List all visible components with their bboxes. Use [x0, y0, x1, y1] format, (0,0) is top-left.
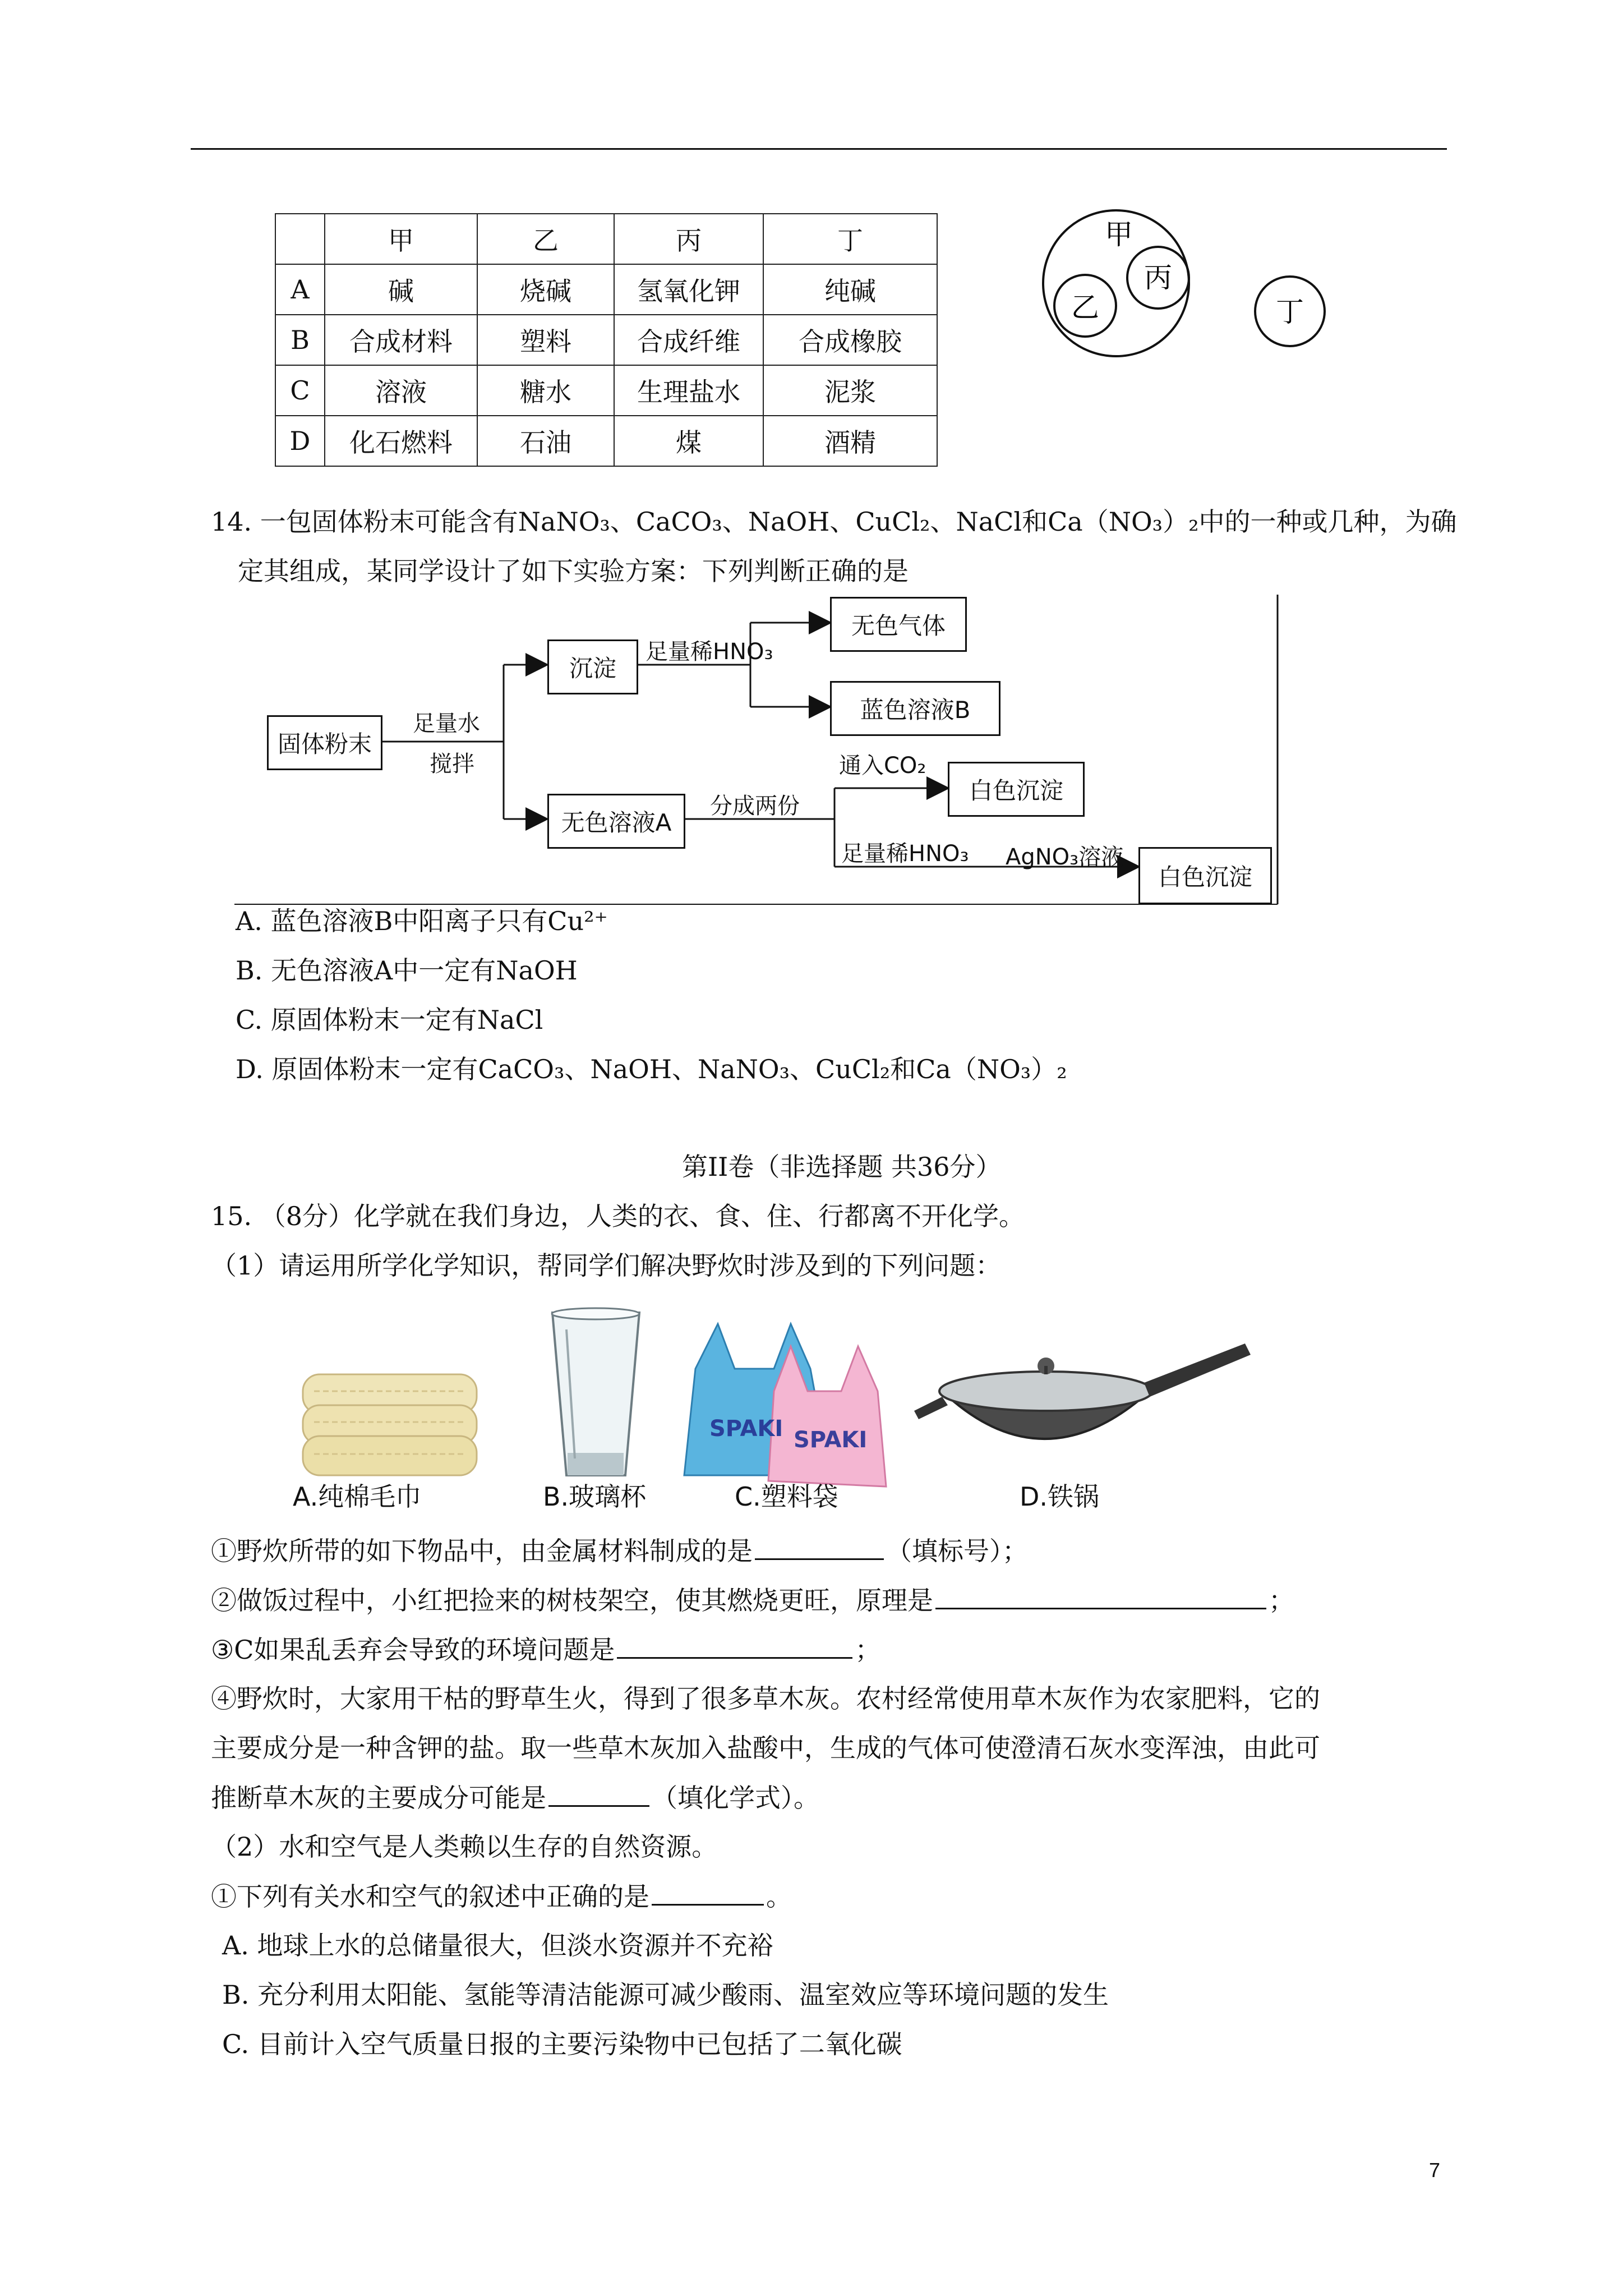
q15-part2: （2）水和空气是人类赖以生存的自然资源。 — [211, 1832, 718, 1862]
q15-s1-tail: （填标号）； — [886, 1536, 1028, 1566]
venn-label-jia: 甲 — [1105, 218, 1133, 251]
q15-s1 — [211, 1534, 1028, 1568]
flow-label-acid2: 足量稀HNO₃ — [841, 841, 969, 867]
table-cell: 丙 — [614, 214, 763, 264]
q15-p2-text: ①下列有关水和空气的叙述中正确的是 — [211, 1881, 649, 1912]
glass-image — [552, 1308, 639, 1475]
q15-s2-tail: ； — [1269, 1585, 1294, 1616]
q15-p2-option-b: B. 充分利用太阳能、氢能等清洁能源可减少酸雨、温室效应等环境问题的发生 — [222, 1980, 1109, 2010]
q14-option-a: A. 蓝色溶液B中阳离子只有Cu²⁺ — [236, 906, 608, 936]
flow-box-gas: 无色气体 — [830, 597, 967, 652]
flow-box-start: 固体粉末 — [267, 715, 382, 770]
towel-image — [303, 1374, 477, 1475]
q15-s4-line2: 主要成分是一种含钾的盐。取一些草木灰加入盐酸中，生成的气体可使澄清石灰水变浑浊，由此可 — [211, 1733, 1320, 1763]
q14-line2: 定其组成，某同学设计了如下实验方案：下列判断正确的是 — [238, 556, 909, 586]
table-cell — [275, 214, 325, 264]
q15-part1: （1）请运用所学化学知识，帮同学们解决野炊时涉及到的下列问题： — [211, 1250, 1002, 1281]
caption-towel: A.纯棉毛巾 — [293, 1481, 422, 1512]
table-cell: 甲 — [325, 214, 477, 264]
table-cell: 合成纤维 — [614, 315, 763, 365]
q15-s3-tail: ； — [855, 1635, 881, 1665]
table-cell: 合成橡胶 — [763, 315, 937, 365]
table-row — [275, 365, 937, 416]
plastic-bag-image — [684, 1324, 886, 1487]
table-cell: 乙 — [477, 214, 614, 264]
table-cell: 烧碱 — [477, 264, 614, 315]
table-cell: A — [275, 264, 325, 315]
q15-s2-text: ②做饭过程中，小红把捡来的树枝架空，使其燃烧更旺，原理是 — [211, 1585, 933, 1616]
flow-box-solution-a: 无色溶液A — [547, 794, 685, 849]
items-illustration — [292, 1307, 1256, 1498]
q15-s2 — [211, 1583, 1294, 1617]
venn-label-bing: 丙 — [1144, 261, 1172, 294]
table-cell: 塑料 — [477, 315, 614, 365]
flow-label-agno3: AgNO₃溶液 — [1006, 844, 1124, 870]
bag-text-1: SPAKI — [709, 1416, 783, 1442]
answer-blank[interactable] — [755, 1534, 884, 1560]
q15-p2-option-c: C. 目前计入空气质量日报的主要污染物中已包括了二氧化碳 — [222, 2029, 902, 2059]
flow-box-white-precipitate-2: 白色沉淀 — [1138, 847, 1272, 904]
table-cell: 糖水 — [477, 365, 614, 416]
table-cell: 氢氧化钾 — [614, 264, 763, 315]
q15-s4-text: 推断草木灰的主要成分可能是 — [211, 1783, 546, 1813]
table-cell: 合成材料 — [325, 315, 477, 365]
table-cell: 煤 — [614, 416, 763, 466]
header-rule — [191, 148, 1447, 150]
venn-label-ding: 丁 — [1276, 296, 1304, 328]
bag-text-2: SPAKI — [794, 1427, 868, 1453]
q15-p2-option-a: A. 地球上水的总储量很大，但淡水资源并不充裕 — [222, 1930, 773, 1961]
flow-label-split: 分成两份 — [710, 793, 800, 819]
table-row — [275, 416, 937, 466]
q15-s3-text: ③C如果乱丢弃会导致的环境问题是 — [211, 1635, 615, 1665]
q14-option-d: D. 原固体粉末一定有CaCO₃、NaOH、NaNO₃、CuCl₂和Ca（NO₃）₂ — [236, 1054, 1067, 1084]
q15-s1-text: ①野炊所带的如下物品中，由金属材料制成的是 — [211, 1536, 753, 1566]
venn-diagram — [1021, 202, 1368, 370]
flow-label-stir: 搅拌 — [430, 751, 474, 777]
table-cell: 化石燃料 — [325, 416, 477, 466]
answer-blank[interactable] — [617, 1632, 852, 1659]
flow-box-white-precipitate-1: 白色沉淀 — [948, 762, 1085, 817]
options-table — [275, 213, 938, 467]
flow-label-water: 足量水 — [413, 711, 480, 737]
table-cell: 丁 — [763, 214, 937, 264]
table-cell: 生理盐水 — [614, 365, 763, 416]
flow-box-blue-solution: 蓝色溶液B — [830, 681, 1000, 736]
flow-label-acid: 足量稀HNO₃ — [645, 639, 773, 665]
table-cell: 纯碱 — [763, 264, 937, 315]
flowchart — [234, 595, 1283, 909]
q15-s3 — [211, 1632, 880, 1667]
q14-option-c: C. 原固体粉末一定有NaCl — [236, 1005, 543, 1035]
caption-glass: B.玻璃杯 — [543, 1481, 647, 1512]
q15-title: 15. （8分）化学就在我们身边，人类的衣、食、住、行都离不开化学。 — [211, 1201, 1025, 1231]
venn-label-yi: 乙 — [1071, 291, 1099, 324]
q15-s4-line3 — [211, 1780, 819, 1815]
answer-blank[interactable] — [935, 1583, 1266, 1609]
table-cell: 石油 — [477, 416, 614, 466]
table-row — [275, 264, 937, 315]
caption-wok: D.铁锅 — [1020, 1481, 1100, 1512]
table-cell: 泥浆 — [763, 365, 937, 416]
wok-image — [914, 1343, 1251, 1439]
answer-blank[interactable] — [548, 1780, 649, 1807]
table-cell: B — [275, 315, 325, 365]
q14-line1: 14. 一包固体粉末可能含有NaNO₃、CaCO₃、NaOH、CuCl₂、NaCl和Ca（NO₃）₂中的一种或几种，为确 — [211, 507, 1457, 537]
q15-s4-tail: （填化学式）。 — [652, 1783, 819, 1813]
q15-s4-line1: ④野炊时，大家用干枯的野草生火，得到了很多草木灰。农村经常使用草木灰作为农家肥料，它的 — [211, 1683, 1320, 1714]
q14-option-b: B. 无色溶液A中一定有NaOH — [236, 955, 578, 986]
table-header-row — [275, 214, 937, 264]
q15-p2-tail: 。 — [766, 1881, 792, 1912]
answer-blank[interactable] — [652, 1879, 764, 1906]
section-title: 第II卷（非选择题 共36分） — [682, 1152, 1002, 1182]
table-cell: D — [275, 416, 325, 466]
flow-label-co2: 通入CO₂ — [839, 753, 926, 779]
table-row — [275, 315, 937, 365]
table-cell: 酒精 — [763, 416, 937, 466]
table-cell: 碱 — [325, 264, 477, 315]
table-cell: 溶液 — [325, 365, 477, 416]
caption-bag: C.塑料袋 — [735, 1481, 838, 1512]
table-cell: C — [275, 365, 325, 416]
flow-box-precipitate: 沉淀 — [547, 639, 638, 694]
q15-p2-question — [211, 1879, 792, 1913]
page-number: 7 — [1429, 2159, 1441, 2182]
